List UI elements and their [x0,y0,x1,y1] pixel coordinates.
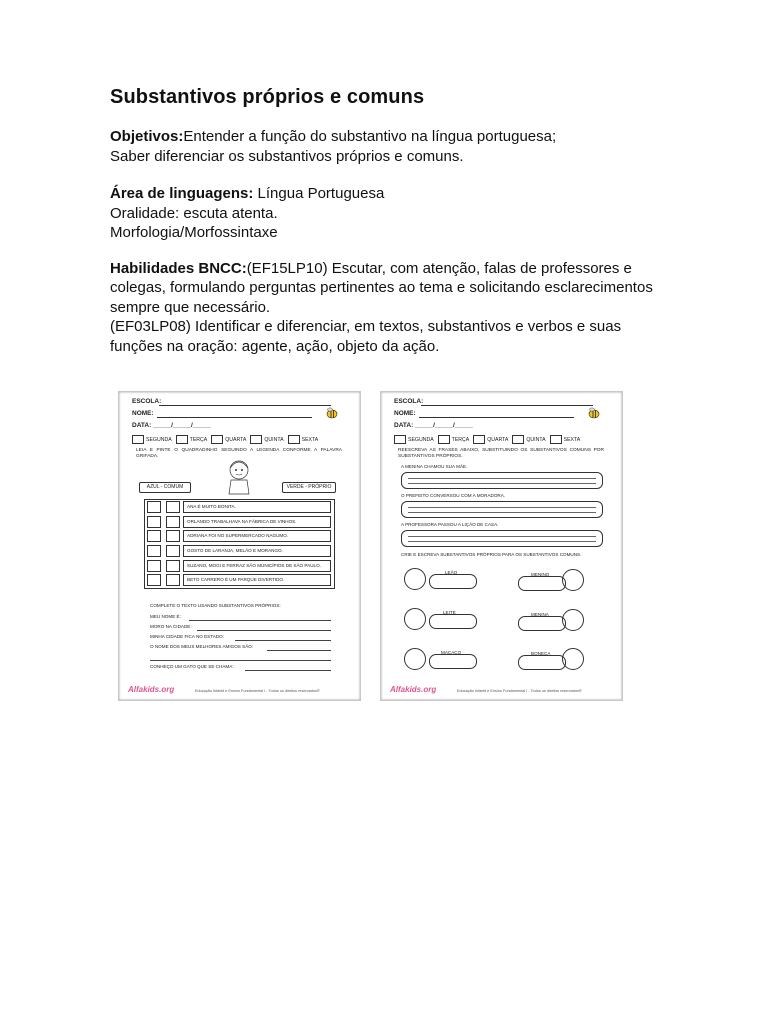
habilidades-label: Habilidades BNCC: [110,259,247,277]
phrase-label: A MENINA CHAMOU SUA MÃE. [401,464,468,469]
day-checkbox: SEXTA [288,435,319,444]
item-label: MACACO [441,650,462,655]
bee-icon [325,407,339,419]
item-label: LEÃO [445,570,458,575]
label-pill [429,574,477,589]
ws2-instruction: REESCREVA AS FRASES ABAIXO, SUBSTITUINDO OS SUBSTANTIVOS COMUNS POR SUBSTANTIVOS PRÓPRIOS. [398,448,604,459]
ws1-nome: NOME: [132,410,154,417]
area-line3: Morfologia/Morfossintaxe [110,224,278,241]
objetivos-label: Objetivos: [110,128,184,145]
table-row: ORLANDO TRABALHAVA NA FÁBRICA DE VINHOS. [145,515,334,530]
monkey-icon [404,648,426,670]
area-label: Área de linguagens: [110,185,254,202]
label-pill [518,576,566,591]
day-checkbox: QUINTA [250,435,283,444]
day-checkbox: SEGUNDA [132,435,172,444]
ws2-nome: NOME: [394,410,416,417]
bee-icon [587,407,601,419]
day-checkbox: QUARTA [211,435,246,444]
habilidades-text2: (EF03LP08) Identificar e diferenciar, em textos, substantivos e verbos e suas funções na oração: agente, ação, objeto da ação. [110,318,622,355]
ws1-footer: Educação Infantil e Ensino Fundamental I - Todos os direitos reservados® [195,689,320,693]
fill-line: MINHA CIDADE FICA NO ESTADO: [150,634,224,639]
day-checkbox: TERÇA [176,435,208,444]
phrase-label: A PROFESSORA PASSOU A LIÇÃO DE CASA. [401,522,499,527]
habilidades-section [110,259,670,357]
table-row: ADRIANA FOI NO SUPERMERCADO NAGUMO. [145,529,334,544]
alfakids-logo: Alfakids.org [128,685,175,694]
page-title: Substantivos próprios e comuns [110,86,425,108]
table-row: ANA É MUITO BONITA. [145,500,334,515]
objetivos-line1: Entender a função do substantivo na língua portuguesa; [183,128,557,145]
item-label: MENINO [531,572,550,577]
complete-title: COMPLETE O TEXTO USANDO SUBSTANTIVOS PRÓPRIOS: [150,603,281,608]
item-label: MENINA [531,612,549,617]
area-line2: Oralidade: escuta atenta. [110,204,278,222]
legend-azul: AZUL - COMUM [139,482,191,493]
area-value: Língua Portuguesa [253,185,385,202]
table-row: SUZANO, MOGI E FERRAZ SÃO MUNICÍPIOS DE SÃO PAULO. [145,558,334,573]
worksheet-image-1 [118,391,361,701]
sentence-table [144,499,335,589]
ws1-escola: ESCOLA: [132,398,162,405]
item-label: LEITE [443,610,456,615]
worksheet-image-2 [380,391,623,701]
fill-line: MEU NOME É: [150,614,181,619]
day-checkbox: QUINTA [512,435,545,444]
phrase-label: O PREFEITO CONVERSOU COM A MORADORA. [401,493,506,498]
doll-icon [562,648,584,670]
ws2-days [394,435,580,444]
ws1-data: DATA: _____/_____/_____ [132,422,211,429]
girl-illustration-icon [219,454,259,496]
day-checkbox: TERÇA [438,435,470,444]
label-pill [429,654,477,669]
answer-box [401,501,603,518]
document-body [110,86,670,368]
ws1-instruction: LEIA E PINTE O QUADRADINHO SEGUINDO A LEGENDA CONFORME A PALAVRA GRIFADA. [136,448,342,459]
day-checkbox: QUARTA [473,435,508,444]
answer-box [401,530,603,547]
habilidades-text1: (EF15LP10) Escutar, com atenção, falas de professores e colegas, formulando perguntas pertinentes ao tema e solicitando esclarecimentos sempre que necessário. [110,259,653,316]
girl-icon [562,609,584,631]
alfakids-logo: Alfakids.org [390,685,437,694]
ws2-escola: ESCOLA: [394,398,424,405]
day-checkbox: SEGUNDA [394,435,434,444]
label-pill [429,614,477,629]
day-checkbox: SEXTA [550,435,581,444]
fill-line: MORO NA CIDADE: [150,624,192,629]
milk-icon [404,608,426,630]
lion-icon [404,568,426,590]
legend-verde: VERDE - PRÓPRIO [282,482,336,493]
area-section [110,184,670,243]
ws1-days [132,435,318,444]
answer-box [401,472,603,489]
ws2-instruction2: CRIE E ESCREVA SUBSTANTIVOS PRÓPRIOS PARA OS SUBSTANTIVOS COMUNS. [401,552,582,557]
fill-line: O NOME DOS MEUS MELHORES AMIGOS SÃO: [150,644,254,649]
table-row: BETO CARRERO É UM PARQUE DIVERTIDO. [145,573,334,588]
objetivos-section [110,127,670,166]
fill-line: CONHEÇO UM GATO QUE SE CHAMA: [150,664,234,669]
objetivos-line2: Saber diferenciar os substantivos próprios e comuns. [110,147,464,165]
ws2-data: DATA: _____/_____/_____ [394,422,473,429]
ws2-footer: Educação Infantil e Ensino Fundamental I - Todos os direitos reservados® [457,689,582,693]
label-pill [518,655,566,670]
table-row: GOSTO DE LARANJA, MELÃO E MORANGO. [145,544,334,559]
boy-icon [562,569,584,591]
label-pill [518,616,566,631]
item-label: BONECA [531,651,551,656]
